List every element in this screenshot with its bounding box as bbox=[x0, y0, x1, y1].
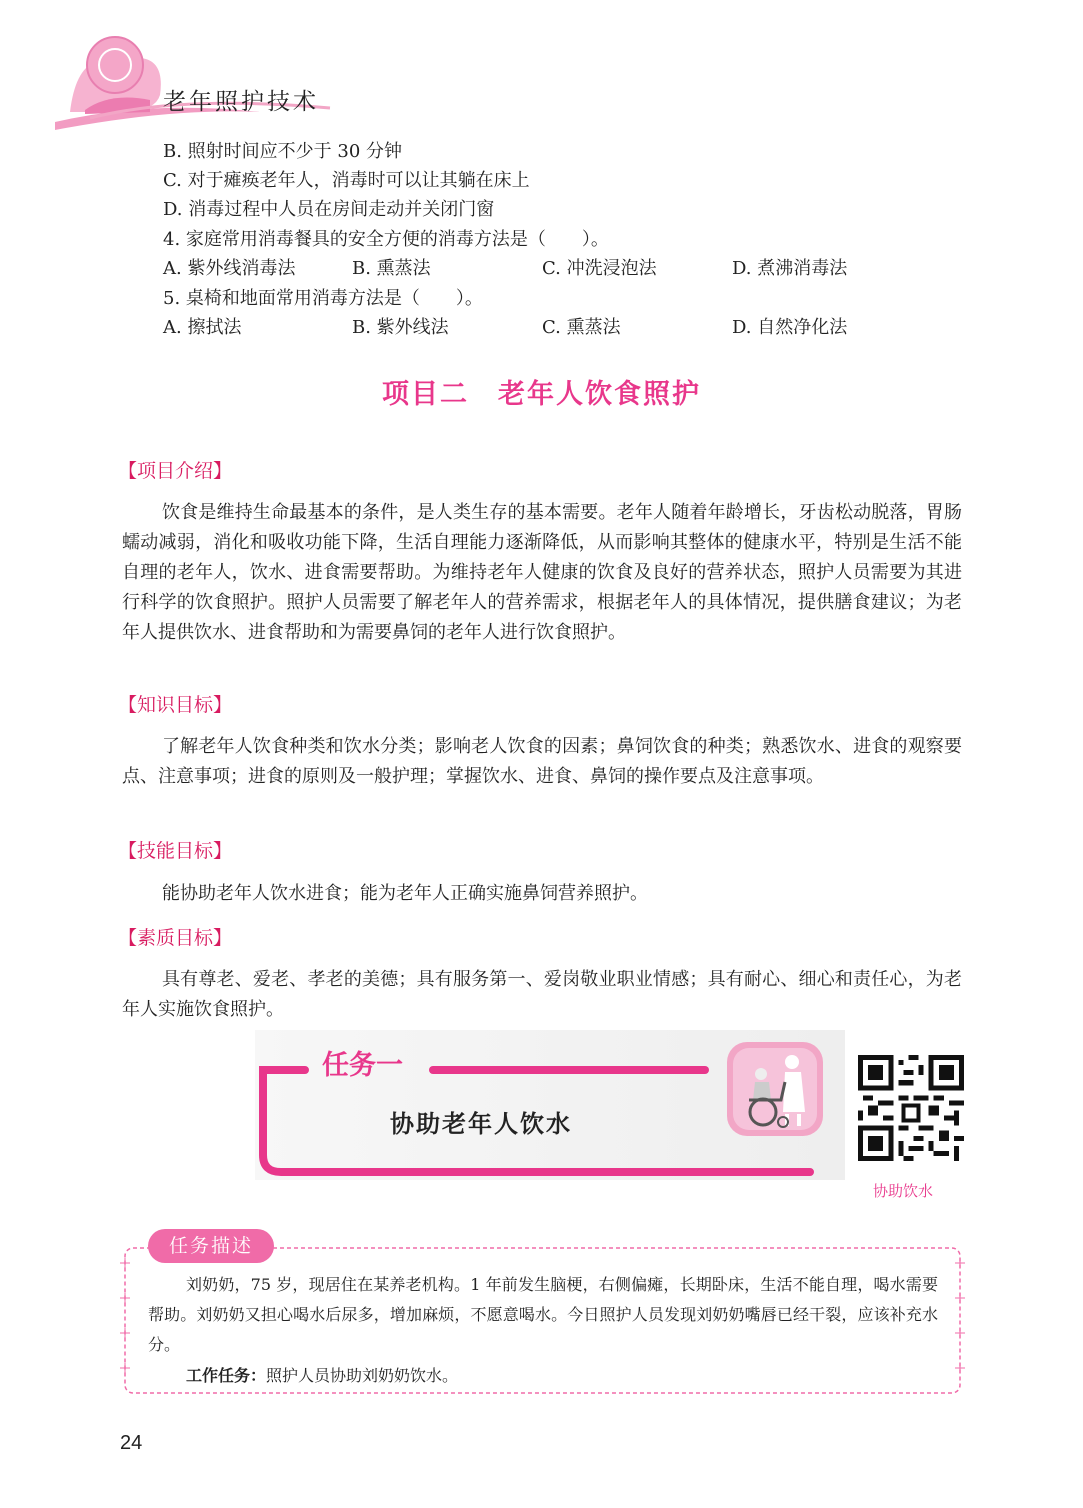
work-task-text: 照护人员协助刘奶奶饮水。 bbox=[266, 1366, 459, 1385]
q5-option-c: C. 熏蒸法 bbox=[542, 317, 621, 338]
q4-stem: 4. 家庭常用消毒餐具的安全方便的消毒方法是（ ）。 bbox=[163, 229, 609, 250]
project-title: 项目二 老年人饮食照护 bbox=[382, 379, 701, 410]
section-text-intro: 饮食是维持生命最基本的条件，是人类生存的基本需要。老年人随着年龄增长，牙齿松动脱落，胃肠蠕动减弱，消化和吸收功能下降，生活自理能力逐渐降低，从而影响其整体的健康水平，特别是生活不能自理的老年人，饮水、进食需要帮助。为维持老年人健康的饮食及良好的营养状态，照护人员需要为其进行科学的饮食照护。照护人员需要了解老年人的营养需求，根据老年人的具体情况，提供膳食建议；为老年人提供饮水、进食帮助和为需要鼻饲的老年人进行饮食照护。 bbox=[122, 502, 962, 643]
task-description-tag: 任务描述 bbox=[148, 1229, 274, 1263]
q5-option-d: D. 自然净化法 bbox=[732, 317, 848, 338]
q5-option-a: A. 擦拭法 bbox=[163, 317, 242, 338]
q4-option-a: A. 紫外线消毒法 bbox=[163, 258, 296, 279]
task-name: 协助老年人饮水 bbox=[390, 1109, 572, 1138]
q5-option-b: B. 紫外线法 bbox=[352, 317, 449, 338]
section-text-knowledge: 了解老年人饮食种类和饮水分类；影响老人饮食的因素；鼻饲饮食的种类；熟悉饮水、进食的观察要点、注意事项；进食的原则及一般护理；掌握饮水、进食、鼻饲的操作要点及注意事项。 bbox=[122, 736, 962, 787]
q5-stem: 5. 桌椅和地面常用消毒方法是（ ）。 bbox=[163, 288, 483, 309]
q4-option-b: B. 熏蒸法 bbox=[352, 258, 431, 279]
section-label-knowledge: 【知识目标】 bbox=[118, 694, 233, 716]
section-text-quality: 具有尊老、爱老、孝老的美德；具有服务第一、爱岗敬业职业情感；具有耐心、细心和责任心，为老年人实施饮食照护。 bbox=[122, 969, 962, 1020]
task-label: 任务一 bbox=[322, 1050, 403, 1081]
q4-option-c: C. 冲洗浸泡法 bbox=[542, 258, 657, 279]
section-text-skill: 能协助老年人饮水进食；能为老年人正确实施鼻饲营养照护。 bbox=[162, 883, 648, 904]
qr-code-image[interactable] bbox=[858, 1055, 964, 1161]
work-task-label: 工作任务： bbox=[186, 1366, 267, 1385]
q3-option-b: B. 照射时间应不少于 30 分钟 bbox=[163, 141, 403, 162]
page-number: 24 bbox=[120, 1432, 143, 1454]
q3-option-d: D. 消毒过程中人员在房间走动并关闭门窗 bbox=[163, 199, 495, 220]
work-task bbox=[186, 1361, 458, 1391]
q3-option-c: C. 对于瘫痪老年人，消毒时可以让其躺在床上 bbox=[163, 170, 530, 191]
q4-option-d: D. 煮沸消毒法 bbox=[732, 258, 848, 279]
qr-caption: 协助饮水 bbox=[873, 1182, 934, 1200]
section-label-intro: 【项目介绍】 bbox=[118, 460, 233, 482]
section-label-quality: 【素质目标】 bbox=[118, 927, 233, 949]
header-title: 老年照护技术 bbox=[163, 89, 319, 115]
task-description-text: 刘奶奶，75 岁，现居住在某养老机构。1 年前发生脑梗，右侧偏瘫，长期卧床，生活不能自理，喝水需要帮助。刘奶奶又担心喝水后尿多，增加麻烦，不愿意喝水。今日照护人员发现刘奶奶嘴唇已经干裂，应该补充水分。 bbox=[148, 1275, 938, 1354]
wheelchair-nurse-icon bbox=[725, 1040, 825, 1138]
section-label-skill: 【技能目标】 bbox=[118, 840, 233, 862]
